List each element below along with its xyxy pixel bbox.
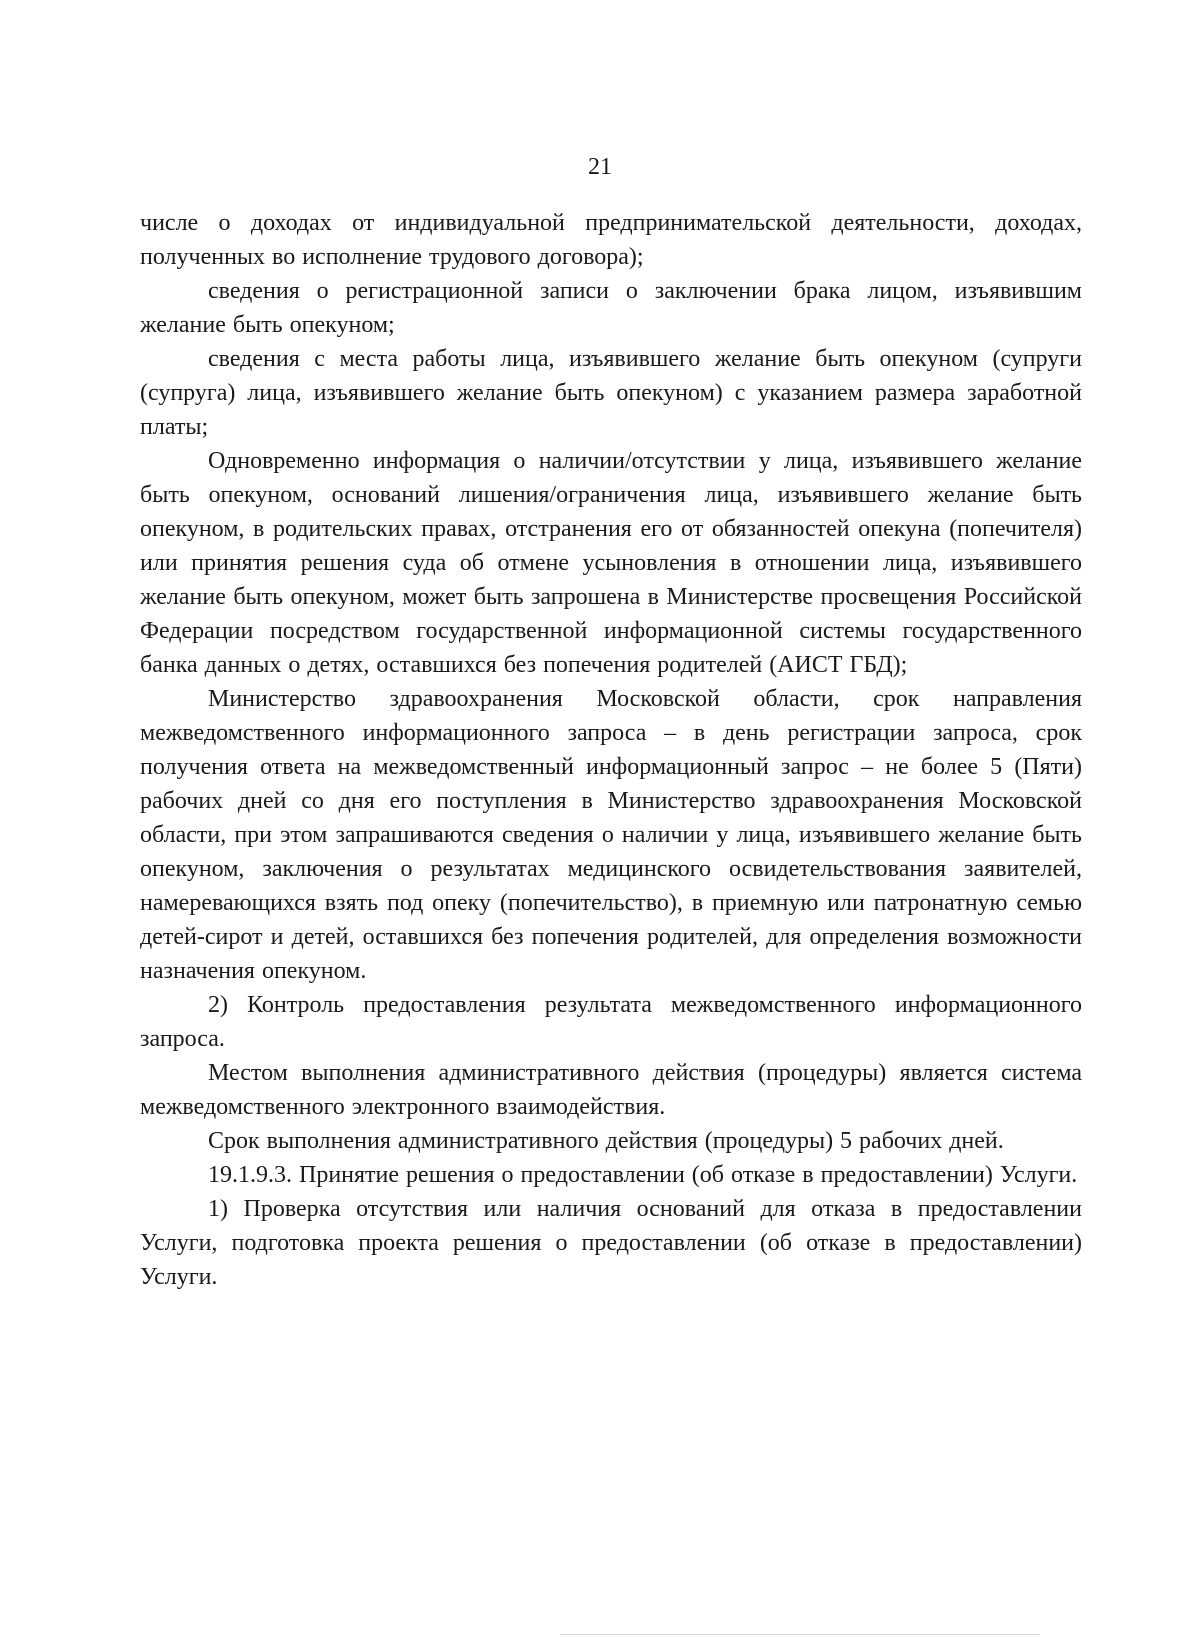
paragraph: Министерство здравоохранения Московской области, срок направления межведомственного информационного запроса – в день регистрации запроса, срок получения ответа на межведомственный информационный запрос – не более 5 (Пяти) рабочих дней со дня его поступления в Министерство здравоохранения Московской области, при этом запрашиваются сведения о наличии у лица, изъявившего желание быть опекуном, заключения о результатах медицинского освидетельствования заявителей, намеревающихся взять под опеку (попечительство), в приемную или патронатную семью детей-сирот и детей, оставшихся без попечения родителей, для определения возможности назначения опекуном. xyxy=(140,686,1082,984)
paragraph: 1) Проверка отсутствия или наличия оснований для отказа в предоставлении Услуги, подготовка проекта решения о предоставлении (об отказе в предоставлении) Услуги. xyxy=(140,1196,1082,1290)
paragraph: числе о доходах от индивидуальной предпринимательской деятельности, доходах, полученных во исполнение трудового договора); xyxy=(140,210,1082,270)
paragraph: Одновременно информация о наличии/отсутствии у лица, изъявившего желание быть опекуном, оснований лишения/ограничения лица, изъявившего желание быть опекуном, в родительских правах, отстранения его от обязанностей опекуна (попечителя) или принятия решения суда об отмене усыновления в отношении лица, изъявившего желание быть опекуном, может быть запрошена в Министерстве просвещения Российской Федерации посредством государственной информационной системы государственного банка данных о детях, оставшихся без попечения родителей (АИСТ ГБД); xyxy=(140,448,1082,678)
paragraph: 2) Контроль предоставления результата межведомственного информационного запроса. xyxy=(140,992,1082,1052)
paragraph: 19.1.9.3. Принятие решения о предоставлении (об отказе в предоставлении) Услуги. xyxy=(208,1162,1078,1188)
paragraph: Местом выполнения административного действия (процедуры) является система межведомственного электронного взаимодействия. xyxy=(140,1060,1082,1120)
paragraph: сведения о регистрационной записи о заключении брака лицом, изъявившим желание быть опекуном; xyxy=(140,278,1082,338)
paragraph: сведения с места работы лица, изъявившего желание быть опекуном (супруги (супруга) лица, изъявившего желание быть опекуном) с указанием размера заработной платы; xyxy=(140,346,1082,440)
document-body xyxy=(140,206,1082,1294)
scan-artifact-line xyxy=(560,1634,1040,1635)
paragraph: Срок выполнения административного действия (процедуры) 5 рабочих дней. xyxy=(208,1128,1004,1154)
page-number: 21 xyxy=(588,154,612,180)
